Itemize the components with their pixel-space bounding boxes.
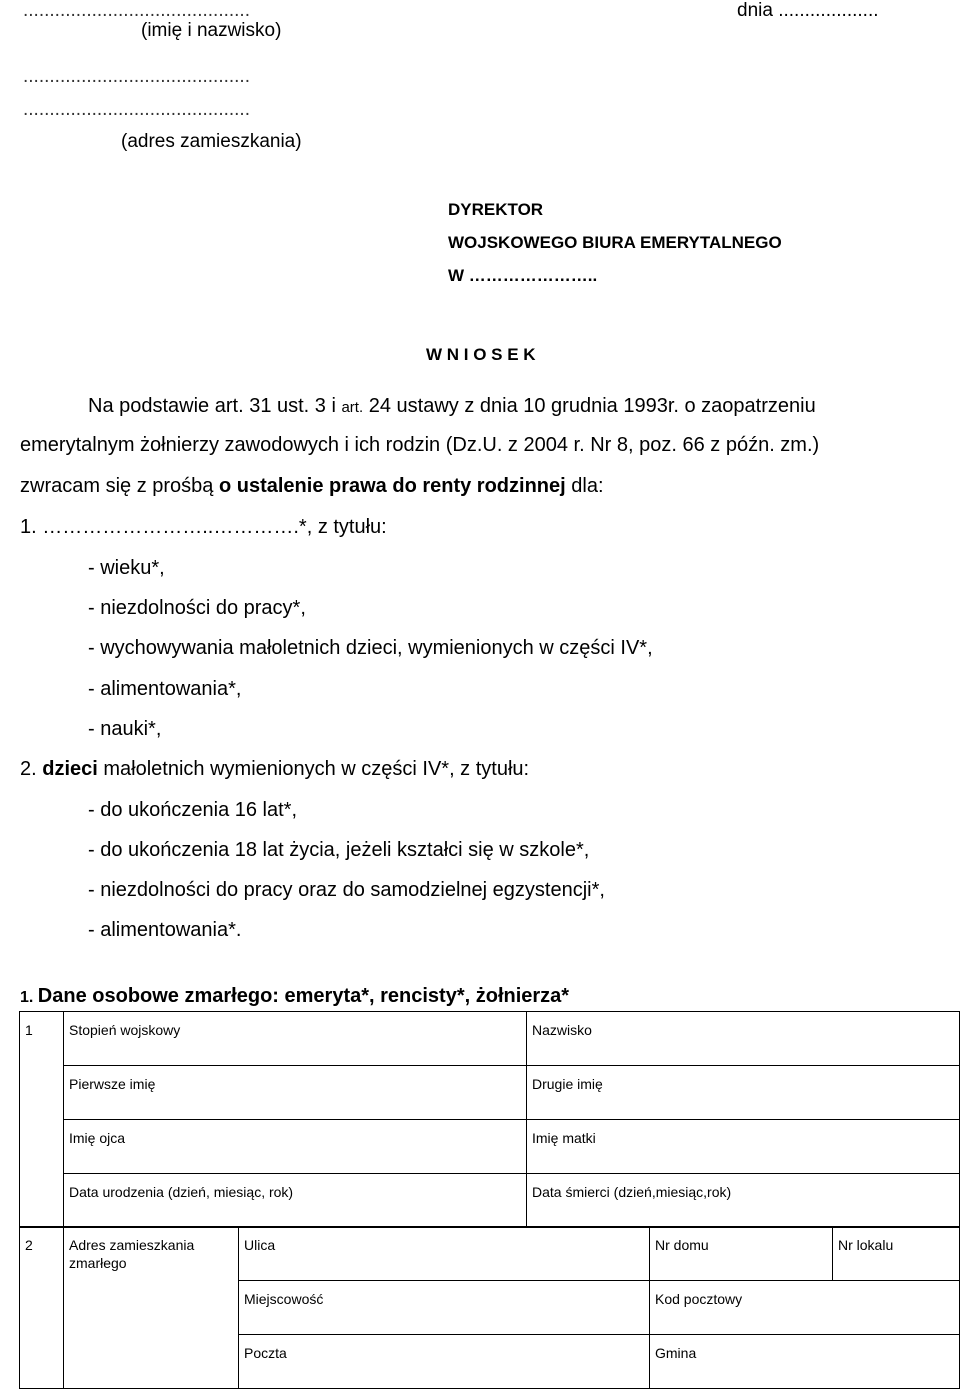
postal-code-field[interactable]: Kod pocztowy <box>650 1281 960 1335</box>
intro-line-3: zwracam się z prośbą o ustalenie prawa do renty rodzinnej dla: <box>20 475 604 497</box>
point-1-item: - nauki*, <box>88 718 162 740</box>
date-label: dnia ................... <box>737 0 879 21</box>
deceased-address-table <box>19 1226 960 1389</box>
first-name-field[interactable]: Pierwsze imię <box>64 1066 527 1120</box>
section-1-heading: 1. Dane osobowe zmarłego: emeryta*, rencisty*, żołnierza* <box>20 985 570 1007</box>
post-office-field[interactable]: Poczta <box>239 1335 650 1389</box>
address-label-spacer <box>64 1335 239 1389</box>
address-label: (adres zamieszkania) <box>121 131 302 152</box>
point-2-item: - niezdolności do pracy oraz do samodzielnej egzystencji*, <box>88 879 605 901</box>
row-number: 2 <box>20 1227 64 1281</box>
recipient-line-3: W ………………….. <box>448 266 598 285</box>
address-label: Adres zamieszkania zmarłego <box>64 1227 239 1281</box>
address-label-spacer <box>64 1281 239 1335</box>
flat-number-field[interactable]: Nr lokalu <box>833 1227 960 1281</box>
name-label: (imię i nazwisko) <box>141 20 282 41</box>
second-name-field[interactable]: Drugie imię <box>527 1066 960 1120</box>
row-number-spacer <box>20 1281 64 1335</box>
row-number-spacer <box>20 1335 64 1389</box>
rank-field[interactable]: Stopień wojskowy <box>64 1012 527 1066</box>
row-number-spacer <box>20 1174 64 1228</box>
point-1-line: 1. ……………………..………….*, z tytułu: <box>20 516 387 538</box>
document-title: W N I O S E K <box>426 345 536 364</box>
house-number-field[interactable]: Nr domu <box>650 1227 833 1281</box>
row-number-spacer <box>20 1120 64 1174</box>
intro-line-1: Na podstawie art. 31 ust. 3 i art. 24 ustawy z dnia 10 grudnia 1993r. o zaopatrzeniu <box>88 395 816 417</box>
point-1-item: - alimentowania*, <box>88 678 242 700</box>
recipient-line-1: DYREKTOR <box>448 200 544 219</box>
point-1-item: - wieku*, <box>88 557 165 579</box>
municipality-field[interactable]: Gmina <box>650 1335 960 1389</box>
surname-field[interactable]: Nazwisko <box>527 1012 960 1066</box>
point-1-item: - wychowywania małoletnich dzieci, wymienionych w części IV*, <box>88 637 653 659</box>
point-2-line: 2. dzieci małoletnich wymienionych w części IV*, z tytułu: <box>20 758 530 780</box>
deceased-personal-data-table <box>19 1011 960 1228</box>
father-name-field[interactable]: Imię ojca <box>64 1120 527 1174</box>
death-date-field[interactable]: Data śmierci (dzień,miesiąc,rok) <box>527 1174 960 1228</box>
mother-name-field[interactable]: Imię matki <box>527 1120 960 1174</box>
point-2-item: - do ukończenia 18 lat życia, jeżeli kształci się w szkole*, <box>88 839 590 861</box>
point-1-item: - niezdolności do pracy*, <box>88 597 306 619</box>
row-number: 1 <box>20 1012 64 1066</box>
point-2-item: - alimentowania*. <box>88 919 242 941</box>
point-2-item: - do ukończenia 16 lat*, <box>88 799 298 821</box>
recipient-line-2: WOJSKOWEGO BIURA EMERYTALNEGO <box>448 233 782 252</box>
row-number-spacer <box>20 1066 64 1120</box>
street-field[interactable]: Ulica <box>239 1227 650 1281</box>
intro-line-2: emerytalnym żołnierzy zawodowych i ich rodzin (Dz.U. z 2004 r. Nr 8, poz. 66 z późn. zm.) <box>20 434 820 456</box>
address-dots-2: ........................................... <box>23 99 250 120</box>
birth-date-field[interactable]: Data urodzenia (dzień, miesiąc, rok) <box>64 1174 527 1228</box>
name-dots: ........................................... <box>23 0 250 21</box>
city-field[interactable]: Miejscowość <box>239 1281 650 1335</box>
address-dots-1: ........................................... <box>23 66 250 87</box>
